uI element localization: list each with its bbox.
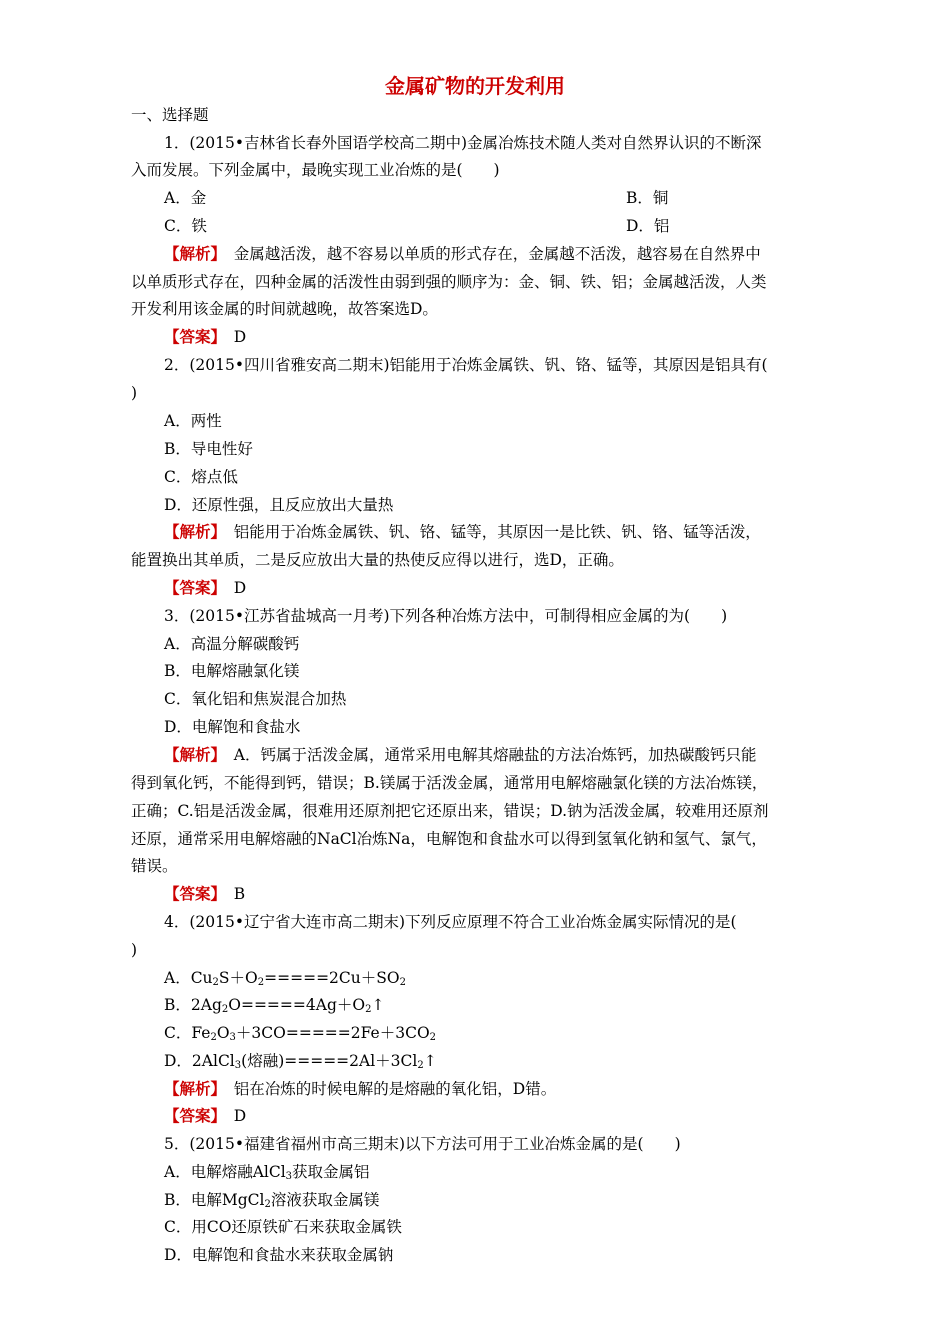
analysis-tag: 【解析】: [164, 522, 219, 541]
q2-option-c: C．熔点低: [164, 468, 238, 486]
q5-option-a: A．电解熔融AlCl$_3$获取金属铝: [164, 1163, 370, 1182]
q1-stem: 1．(2015•吉林省长春外国语学校高二期中)金属冶炼技术随人类对自然界认识的不断深: [164, 134, 762, 152]
q1-option-b: B．铜: [626, 189, 669, 207]
q1-option-row: [164, 216, 864, 236]
q2-analysis-cont: 能置换出其单质，二是反应放出大量的热使反应得以进行，选D，正确。: [131, 551, 624, 569]
q3-analysis-cont: 得到氧化钙，不能得到钙，错误；B.镁属于活泼金属，通常用电解熔融氯化镁的方法冶炼镁，: [131, 774, 768, 792]
q1-stem-cont: 入而发展。下列金属中，最晚实现工业冶炼的是( ): [131, 161, 500, 179]
q2-option-b: B．导电性好: [164, 440, 253, 458]
section-heading: 一、选择题: [131, 106, 209, 124]
q4-option-d: D．2AlCl$_3$(熔融)$=====2Al+3Cl_2↑$: [164, 1052, 437, 1071]
q5-option-b: B．电解MgCl$_2$溶液获取金属镁: [164, 1191, 380, 1210]
q3-analysis-cont: 正确；C.铝是活泼金属，很难用还原剂把它还原出来，错误；D.钠为活泼金属，较难用还原剂: [131, 802, 769, 820]
q3-analysis: 【解析】 A．钙属于活泼金属，通常采用电解其熔融盐的方法冶炼钙，加热碳酸钙只能: [164, 745, 757, 764]
q1-analysis-cont: 以单质形式存在，四种金属的活泼性由弱到强的顺序为：金、铜、铁、铝；金属越活泼，人类: [131, 273, 767, 291]
q3-analysis-cont: 还原，通常采用电解熔融的NaCl冶炼Na，电解饱和食盐水可以得到氢氧化钠和氢气、氯气，: [131, 830, 767, 848]
q4-option-c: C．$Fe_2O_3+3CO=====2Fe+3CO_2$: [164, 1024, 437, 1043]
answer-tag: 【答案】: [164, 327, 219, 346]
q2-answer: 【答案】 D: [164, 578, 247, 597]
q3-analysis-cont: 错误。: [131, 857, 178, 875]
q4-stem-cont: ): [131, 941, 138, 959]
q4-stem: 4．(2015•辽宁省大连市高二期末)下列反应原理不符合工业冶炼金属实际情况的是(: [164, 913, 737, 931]
q2-analysis: 【解析】 铝能用于冶炼金属铁、钒、铬、锰等，其原因一是比铁、钒、铬、锰等活泼，: [164, 522, 761, 541]
answer-tag: 【答案】: [164, 578, 219, 597]
q4-answer: 【答案】 D: [164, 1106, 247, 1125]
analysis-tag: 【解析】: [164, 244, 219, 263]
q3-option-d: D．电解饱和食盐水: [164, 718, 301, 736]
answer-tag: 【答案】: [164, 1106, 219, 1125]
q3-option-a: A．高温分解碳酸钙: [164, 635, 300, 653]
q1-option-c: C．铁: [164, 217, 207, 235]
q1-option-row: [164, 188, 864, 208]
analysis-tag: 【解析】: [164, 1079, 219, 1098]
answer-tag: 【答案】: [164, 884, 219, 903]
q4-option-a: A．$Cu_2S+O_2=====2Cu+SO_2$: [164, 969, 406, 988]
q3-option-b: B．电解熔融氯化镁: [164, 662, 300, 680]
q3-answer: 【答案】 B: [164, 884, 246, 903]
q2-stem: 2．(2015•四川省雅安高二期末)铝能用于冶炼金属铁、钒、铬、锰等，其原因是铝具有(: [164, 356, 768, 374]
q1-answer: 【答案】 D: [164, 327, 247, 346]
q2-option-a: A．两性: [164, 412, 222, 430]
q5-option-c: C．用CO还原铁矿石来获取金属铁: [164, 1218, 402, 1236]
q4-option-b: B．$2Ag_2O=====4Ag+O_2↑$: [164, 996, 385, 1015]
q2-stem-cont: ): [131, 384, 138, 402]
q1-option-d: D．铝: [626, 217, 670, 235]
q4-analysis: 【解析】 铝在冶炼的时候电解的是熔融的氧化铝，D错。: [164, 1079, 557, 1098]
q1-analysis-cont: 开发利用该金属的时间就越晚，故答案选D。: [131, 300, 438, 318]
q2-option-d: D．还原性强，且反应放出大量热: [164, 496, 394, 514]
q3-stem: 3．(2015•江苏省盐城高一月考)下列各种冶炼方法中，可制得相应金属的为( ): [164, 607, 728, 625]
analysis-tag: 【解析】: [164, 745, 219, 764]
q1-option-a: A．金: [164, 189, 207, 207]
q1-analysis: 【解析】 金属越活泼，越不容易以单质的形式存在，金属越不活泼，越容易在自然界中: [164, 244, 761, 263]
page-title: 金属矿物的开发利用: [385, 74, 565, 98]
q5-option-d: D．电解饱和食盐水来获取金属钠: [164, 1246, 394, 1264]
q5-stem: 5．(2015•福建省福州市高三期末)以下方法可用于工业冶炼金属的是( ): [164, 1135, 681, 1153]
q3-option-c: C．氧化铝和焦炭混合加热: [164, 690, 347, 708]
